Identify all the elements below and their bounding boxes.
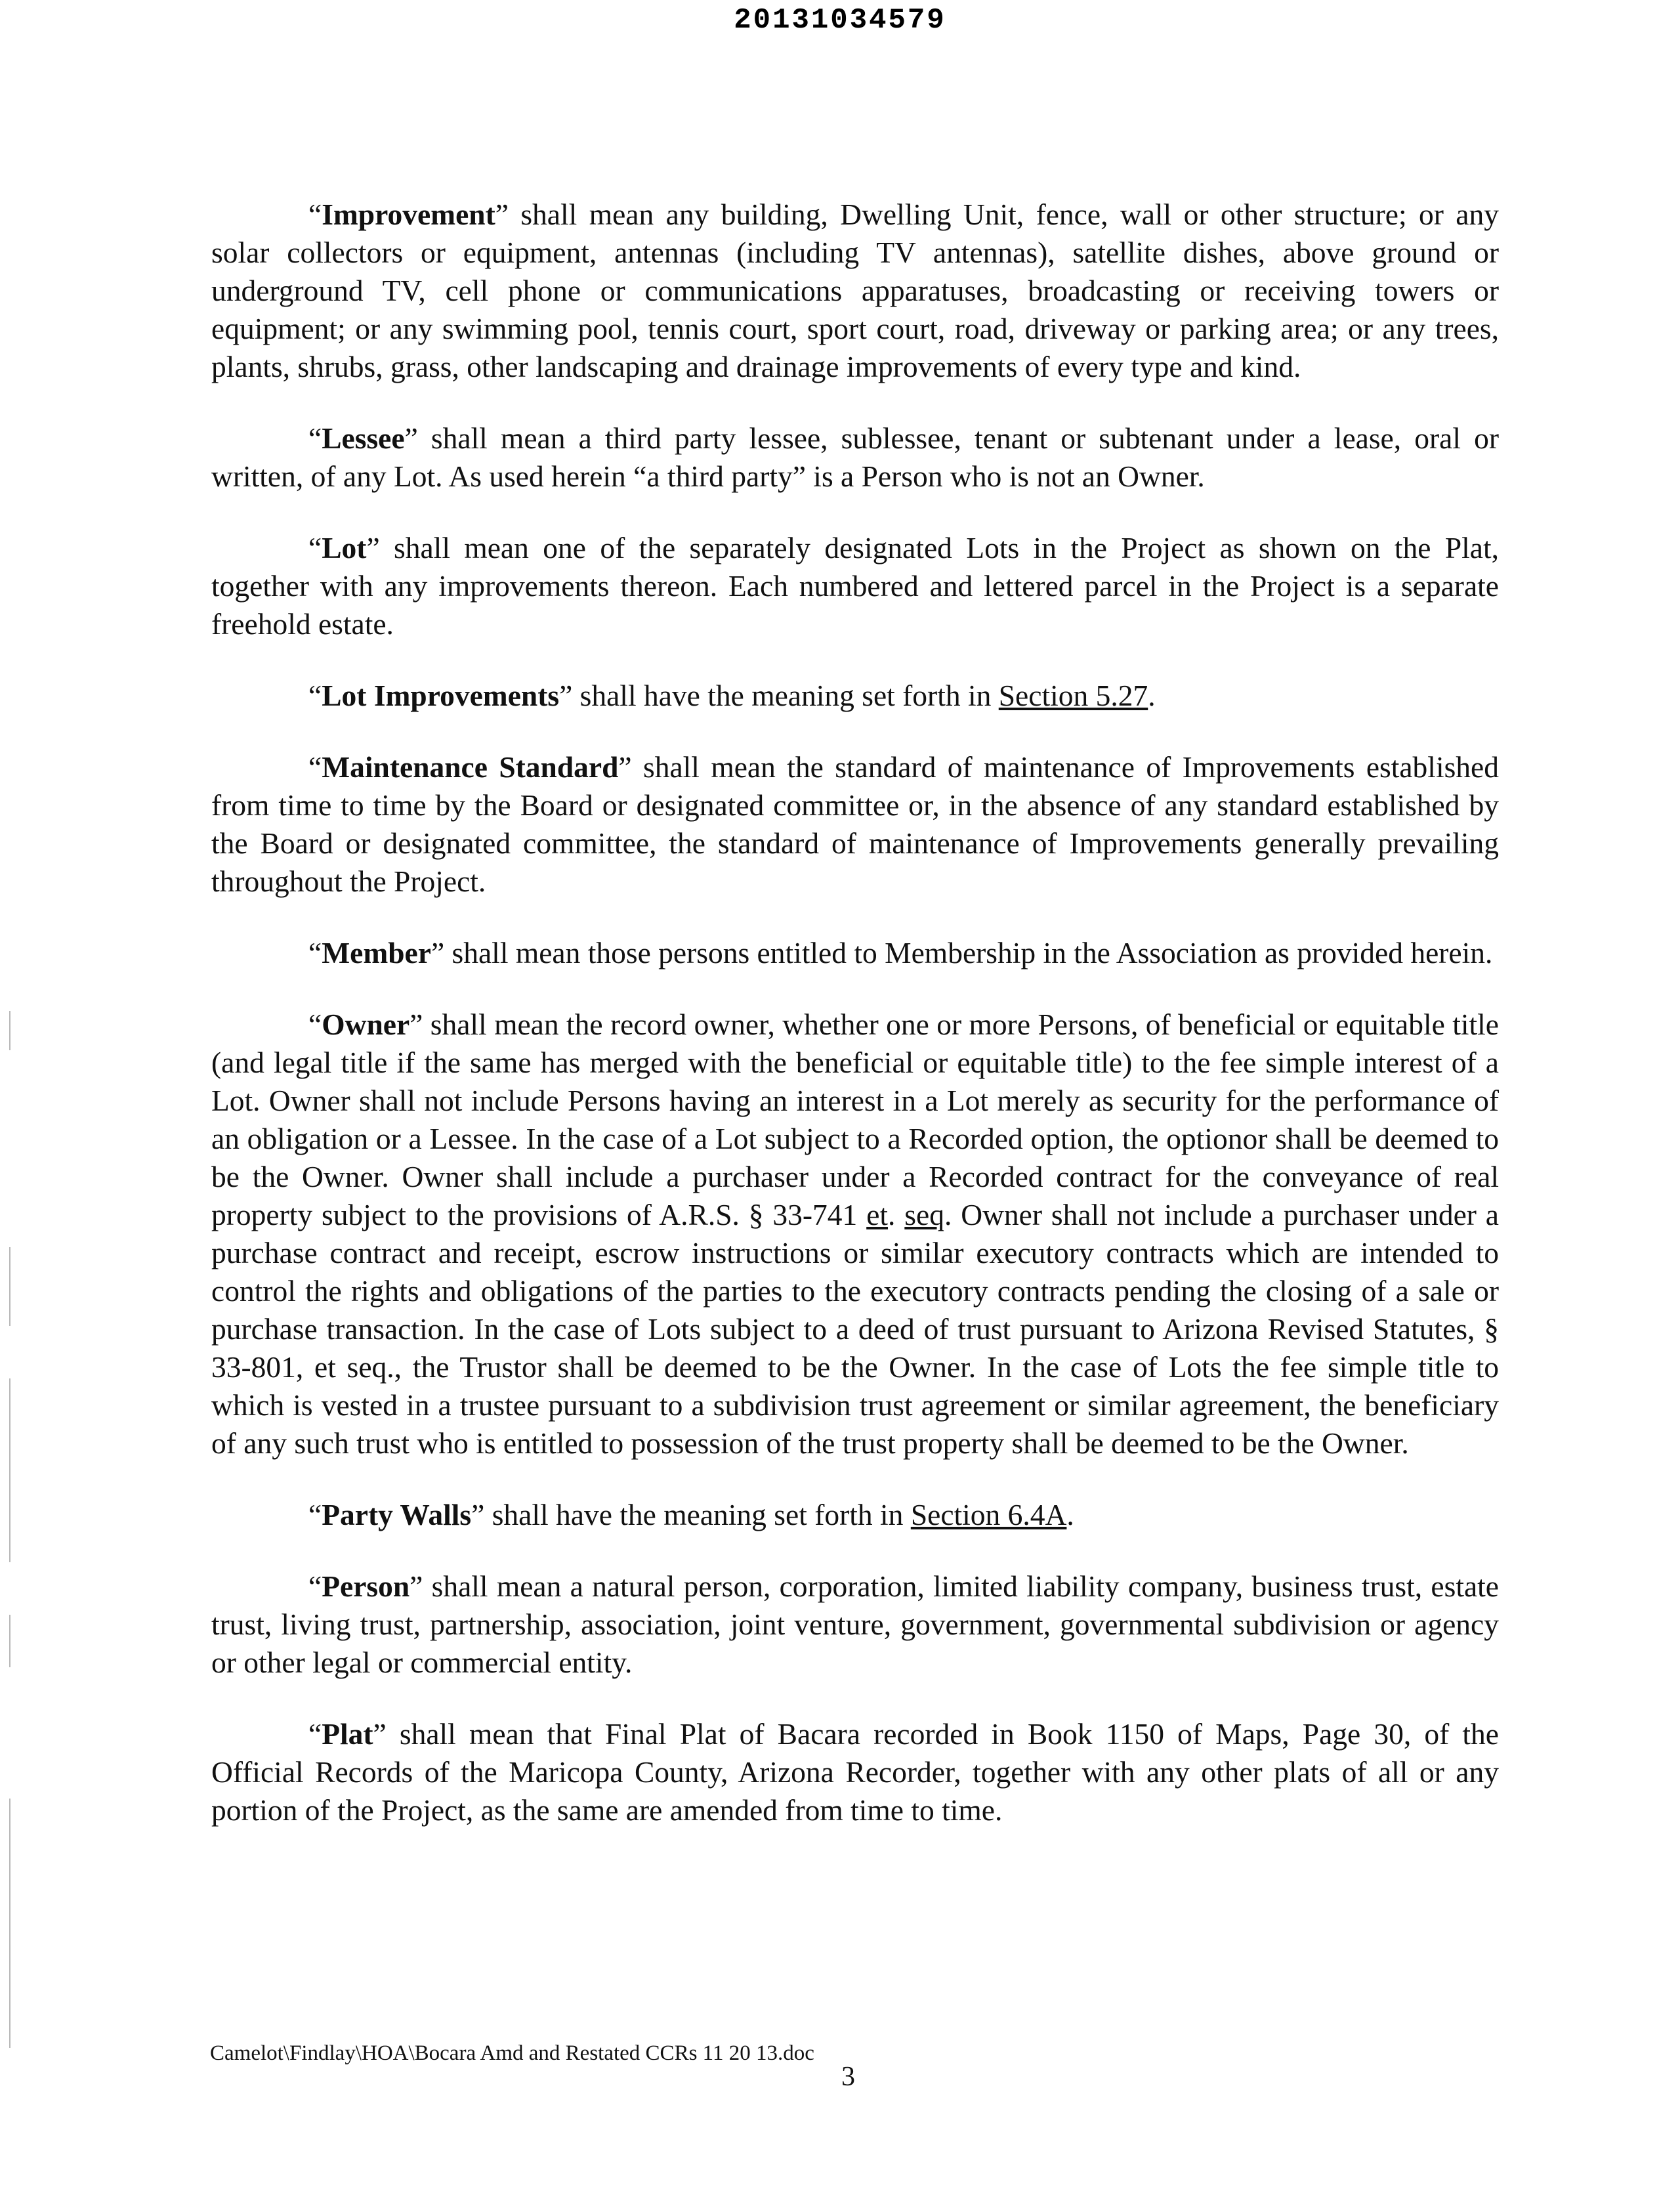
scan-margin-mark — [9, 1799, 10, 2048]
scan-margin-mark — [9, 1378, 10, 1562]
definition-lot: “Lot” shall mean one of the separately designated Lots in the Project as shown on the Plat, together with any improvements thereon. Each numbered and lettered parcel in the Project is a separate freehold estate. — [211, 531, 1499, 641]
section-reference: Section 5.27 — [998, 679, 1148, 712]
definition-lot-improvements: “Lot Improvements” shall have the meaning set forth in Section 5.27. — [308, 679, 1156, 712]
definition-member: “Member” shall mean those persons entitled to Membership in the Association as provided herein. — [308, 936, 1493, 970]
term-lessee: Lessee — [322, 421, 405, 455]
scan-margin-mark — [9, 1247, 10, 1326]
recording-number: 20131034579 — [734, 4, 946, 37]
definition-text: shall mean the record owner, whether one or more Persons, of beneficial or equitable title (and legal title if the same has merged with the beneficial or equitable title) to the fee simple interest of a Lot. Owner shall not include Persons having an interest in a Lot merely as security for the performance of an obligation or a Lessee. In the case of a Lot subject to a Recorded option, the optionor shall be deemed to be the Owner. Owner shall include a purchaser under a Recorded contract for the conveyance of real property subject to the provisions of A.R.S. § 33-741 — [211, 1008, 1499, 1231]
definition-end: . — [1066, 1498, 1074, 1531]
term-maintenance-standard: Maintenance Standard — [322, 750, 619, 784]
definition-text: shall mean a third party lessee, sublessee, tenant or subtenant under a lease, oral or written, of any Lot. As used herein “a third party” is a Person who is not an Owner. — [211, 421, 1499, 493]
definition-text: shall mean the standard of maintenance of Improvements established from time to time by the Board or designated committee or, in the absence of any standard established by the Board or designated committee, the standard of maintenance of Improvements generally prevailing throughout the Project. — [211, 750, 1499, 898]
citation-seq: seq — [904, 1198, 944, 1231]
definition-text: shall mean those persons entitled to Membership in the Association as provided herein. — [444, 936, 1493, 970]
term-plat: Plat — [322, 1717, 373, 1751]
section-reference: Section 6.4A — [910, 1498, 1067, 1531]
term-member: Member — [322, 936, 431, 970]
definition-text: shall mean any building, Dwelling Unit, fence, wall or other structure; or any solar collectors or equipment, antennas (including TV antennas), satellite dishes, above ground or underground TV, cell phone or communications apparatuses, broadcasting or receiving towers or equipment; or any swimming pool, tennis court, sport court, road, driveway or parking area; or any trees, plants, shrubs, grass, other landscaping and drainage improvements of every type and kind. — [211, 198, 1499, 383]
definition-text: shall have the meaning set forth in — [572, 679, 999, 712]
definition-text: shall have the meaning set forth in — [484, 1498, 911, 1531]
scan-margin-mark — [9, 1011, 10, 1050]
page-number: 3 — [841, 2062, 855, 2092]
definition-maintenance-standard: “Maintenance Standard” shall mean the standard of maintenance of Improvements established from time to time by the Board or designated committee or, in the absence of any standard established by the Board or designated committee, the standard of maintenance of Improvements generally prevailing throughout the Project. — [211, 750, 1499, 898]
scan-margin-mark — [9, 1615, 10, 1667]
term-improvement: Improvement — [322, 198, 495, 231]
definition-person: “Person” shall mean a natural person, corporation, limited liability company, business trust, estate trust, living trust, partnership, association, joint venture, government, governmental subdivision or agency or other legal or commercial entity. — [211, 1569, 1499, 1679]
definition-end: . — [1148, 679, 1156, 712]
term-person: Person — [322, 1569, 410, 1603]
definitions-body — [211, 196, 1499, 1863]
definition-text: . Owner shall not include a purchaser under a purchase contract and receipt, escrow instructions or similar executory contracts which are intended to control the rights and obligations of the parties to the executory contracts pending the closing of a sale or purchase transaction. In the case of Lots subject to a deed of trust pursuant to Arizona Revised Statutes, § 33-801, et seq., the Trustor shall be deemed to be the Owner. In the case of Lots the fee simple title to which is vested in a trustee pursuant to a subdivision trust agreement or similar agreement, the beneficiary of any such trust who is entitled to possession of the trust property shall be deemed to be the Owner. — [211, 1198, 1500, 1460]
term-owner: Owner — [322, 1008, 410, 1041]
definition-owner: “Owner” shall mean the record owner, whether one or more Persons, of beneficial or equitable title (and legal title if the same has merged with the beneficial or equitable title) to the fee simple interest of a Lot. Owner shall not include Persons having an interest in a Lot merely as security for the performance of an obligation or a Lessee. In the case of a Lot subject to a Recorded option, the optionor shall be deemed to be the Owner. Owner shall include a purchaser under a Recorded contract for the conveyance of real property subject to the provisions of A.R.S. § 33-741 et. seq. Owner shall not include a purchaser under a purchase contract and receipt, escrow instructions or similar executory contracts which are intended to control the rights and obligations of the parties to the executory contracts pending the closing of a sale or purchase transaction. In the case of Lots subject to a deed of trust pursuant to Arizona Revised Statutes, § 33-801, et seq., the Trustor shall be deemed to be the Owner. In the case of Lots the fee simple title to which is vested in a trustee pursuant to a subdivision trust agreement or similar agreement, the beneficiary of any such trust who is entitled to possession of the trust property shall be deemed to be the Owner. — [211, 1008, 1500, 1460]
footer-file-path: Camelot\Findlay\HOA\Bocara Amd and Restated CCRs 11 20 13.doc — [210, 2041, 814, 2065]
definition-text: shall mean that Final Plat of Bacara recorded in Book 1150 of Maps, Page 30, of the Official Records of the Maricopa County, Arizona Recorder, together with any other plats of all or any portion of the Project, as the same are amended from time to time. — [211, 1717, 1499, 1827]
definition-improvement: “Improvement” shall mean any building, Dwelling Unit, fence, wall or other structure; or any solar collectors or equipment, antennas (including TV antennas), satellite dishes, above ground or underground TV, cell phone or communications apparatuses, broadcasting or receiving towers or equipment; or any swimming pool, tennis court, sport court, road, driveway or parking area; or any trees, plants, shrubs, grass, other landscaping and drainage improvements of every type and kind. — [211, 198, 1499, 383]
term-lot-improvements: Lot Improvements — [322, 679, 560, 712]
definition-party-walls: “Party Walls” shall have the meaning set forth in Section 6.4A. — [308, 1498, 1074, 1531]
definition-text: shall mean a natural person, corporation, limited liability company, business trust, estate trust, living trust, partnership, association, joint venture, government, governmental subdivision or agency or other legal or commercial entity. — [211, 1569, 1499, 1679]
citation-et: et — [866, 1198, 889, 1231]
definition-plat: “Plat” shall mean that Final Plat of Bacara recorded in Book 1150 of Maps, Page 30, of the Official Records of the Maricopa County, Arizona Recorder, together with any other plats of all or any portion of the Project, as the same are amended from time to time. — [211, 1717, 1499, 1827]
definition-lessee: “Lessee” shall mean a third party lessee, sublessee, tenant or subtenant under a lease, oral or written, of any Lot. As used herein “a third party” is a Person who is not an Owner. — [211, 421, 1499, 493]
definition-text: shall mean one of the separately designated Lots in the Project as shown on the Plat, together with any improvements thereon. Each numbered and lettered parcel in the Project is a separate freehold estate. — [211, 531, 1499, 641]
term-party-walls: Party Walls — [322, 1498, 472, 1531]
term-lot: Lot — [322, 531, 367, 565]
